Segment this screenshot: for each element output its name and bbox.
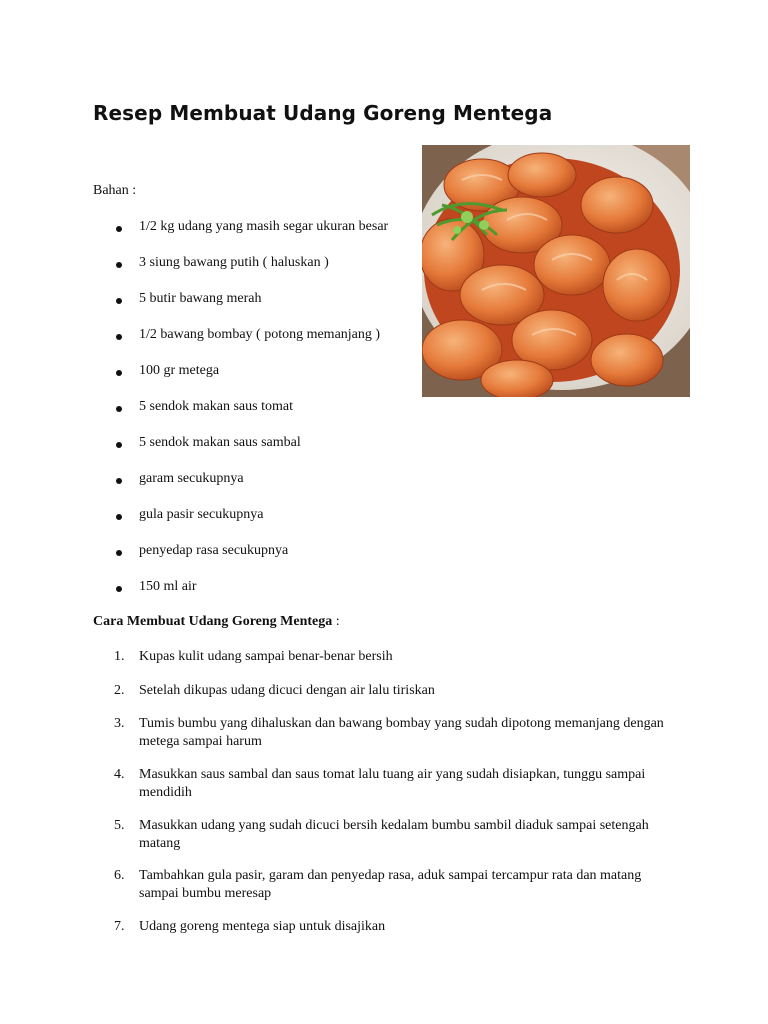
fried-shrimp-dish-photo (422, 145, 690, 397)
method-heading-title: Cara Membuat Udang Goreng Mentega (93, 614, 333, 629)
list-item: 1/2 bawang bombay ( potong memanjang ) (0, 327, 420, 347)
bullet-icon (116, 226, 122, 232)
bullet-icon (116, 298, 122, 304)
ingredients-label: Bahan : (93, 183, 137, 198)
bullet-icon (116, 586, 122, 592)
method-heading (93, 614, 340, 630)
list-item: garam secukupnya (0, 471, 420, 491)
list-item: 1/2 kg udang yang masih segar ukuran besar (0, 219, 420, 239)
bullet-icon (116, 370, 122, 376)
bullet-icon (116, 514, 122, 520)
list-item: 5 sendok makan saus tomat (0, 399, 420, 419)
list-item: 3 siung bawang putih ( haluskan ) (0, 255, 420, 275)
list-item: 5 sendok makan saus sambal (0, 435, 420, 455)
list-item: 5 butir bawang merah (0, 291, 420, 311)
bullet-icon (116, 406, 122, 412)
page-title: Resep Membuat Udang Goreng Mentega (93, 101, 553, 125)
bullet-icon (116, 262, 122, 268)
bullet-icon (116, 478, 122, 484)
shrimp-dish-photo (422, 145, 690, 397)
bullet-icon (116, 334, 122, 340)
bullet-icon (116, 550, 122, 556)
method-heading-suffix: : (332, 614, 340, 629)
list-item: 100 gr metega (0, 363, 420, 383)
list-item: 150 ml air (0, 579, 420, 599)
list-item: penyedap rasa secukupnya (0, 543, 420, 563)
bullet-icon (116, 442, 122, 448)
list-item: gula pasir secukupnya (0, 507, 420, 527)
